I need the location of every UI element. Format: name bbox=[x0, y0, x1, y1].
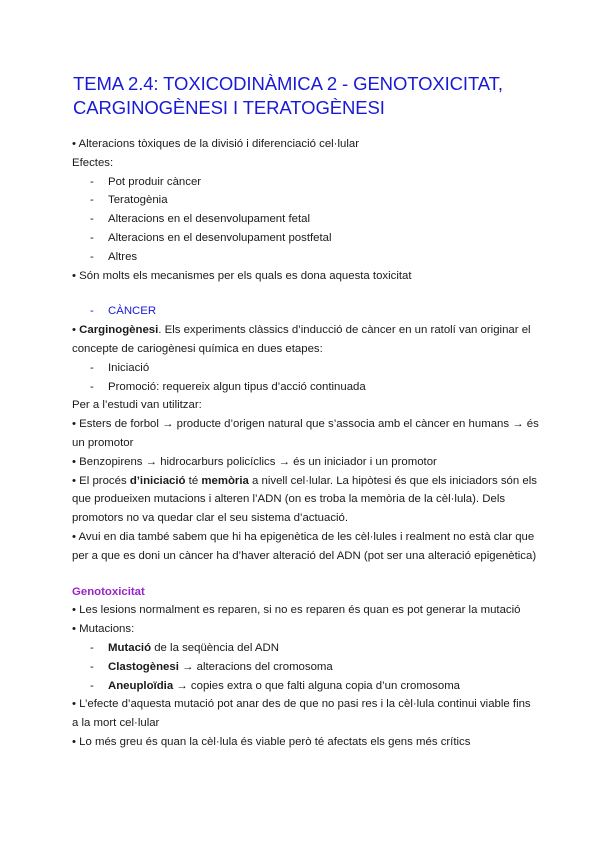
term-carginogenesi: Carginogènesi bbox=[79, 324, 159, 337]
list-item-text: Teratogènia bbox=[108, 194, 168, 207]
title-line-2: CARGINOGÈNESI I TERATOGÈNESI bbox=[73, 97, 385, 118]
list-item: - Mutació de la seqüència del ADN bbox=[90, 641, 279, 654]
term-mutacio: Mutació bbox=[108, 641, 152, 654]
term-aneuploidia: Aneuploïdia bbox=[108, 679, 174, 692]
list-item-text: Alteracions en el desenvolupament fetal bbox=[108, 213, 310, 226]
bullet-proces-line-3: promotors no va quedar clar el seu sistema d’actuació. bbox=[72, 512, 349, 525]
page-title bbox=[73, 72, 573, 120]
carginogenesi-line-2: concepte de cariogènesi química en dues etapes: bbox=[72, 342, 323, 355]
bullet-avui-line-2: per a que es doni un càncer ha d’haver alteració del ADN (pot ser una alteració epigenètica) bbox=[72, 549, 537, 562]
spacer bbox=[72, 566, 542, 583]
list-item: - Iniciació bbox=[90, 361, 150, 374]
bullet-efecte: • L’efecte d’aquesta mutació pot anar des de que no pasi res i la cèl·lula continui viable fins bbox=[72, 698, 531, 711]
list-item: - Teratogènia bbox=[90, 194, 168, 207]
list-item-text: Iniciació bbox=[108, 361, 150, 374]
mutacions-label: • Mutacions: bbox=[72, 623, 135, 636]
spacer bbox=[72, 285, 542, 302]
list-item: - Promoció: requereix algun tipus d’acció continuada bbox=[90, 380, 366, 393]
bullet-benzopirens: • Benzopirens → hidrocarburs policíclics → és un iniciador i un promotor bbox=[72, 455, 437, 468]
term-memoria: memòria bbox=[201, 474, 249, 487]
bullet-avui: • Avui en dia també sabem que hi ha epigenètica de les cèl·lules i realment no està clar que bbox=[72, 530, 535, 543]
bullet-greu: • Lo més greu és quan la cèl·lula és viable però té afectats els gens més crítics bbox=[72, 735, 471, 748]
bullet-lesions: • Les lesions normalment es reparen, si no es reparen és quan es pot generar la mutació bbox=[72, 604, 521, 617]
list-item-text: Alteracions en el desenvolupament postfetal bbox=[108, 231, 332, 244]
section-heading-cancer: - CÀNCER bbox=[90, 305, 157, 318]
term-clastogenesi: Clastogènesi bbox=[108, 660, 179, 673]
section-heading-text: CÀNCER bbox=[108, 305, 157, 318]
list-item: - Aneuploïdia → copies extra o que falti alguna copia d’un cromosoma bbox=[90, 679, 461, 692]
document-body bbox=[72, 135, 542, 752]
carginogenesi-paragraph: • Carginogènesi. Els experiments clàssics d’inducció de càncer en un ratolí van originar el bbox=[72, 324, 531, 337]
bullet-esters: • Esters de forbol → producte d’origen natural que s’associa amb el càncer en humans → és bbox=[72, 418, 539, 431]
term-iniciacio: d’iniciació bbox=[129, 474, 186, 487]
bullet-proces-line-2: que produeixen mutacions i alteren l’ADN (on es troba la memòria de la cèl·lula). Dels bbox=[72, 493, 506, 506]
bullet-proces: • El procés d’iniciació té memòria a nivell cel·lular. La hipòtesi és que els iniciadors són els bbox=[72, 474, 537, 487]
list-item: - Clastogènesi → alteracions del cromosoma bbox=[90, 660, 333, 673]
list-item: - Altres bbox=[90, 250, 138, 263]
list-item-text: Pot produir càncer bbox=[108, 175, 202, 188]
list-item-text: Promoció: requereix algun tipus d’acció continuada bbox=[108, 380, 366, 393]
list-item: - Pot produir càncer bbox=[90, 175, 202, 188]
bullet-mecanismes: • Són molts els mecanismes per els quals es dona aquesta toxicitat bbox=[72, 269, 412, 282]
bullet-alteracions: • Alteracions tòxiques de la divisió i diferenciació cel·lular bbox=[72, 138, 359, 150]
efectes-label: Efectes: bbox=[72, 156, 114, 169]
title-line-1: TEMA 2.4: TOXICODINÀMICA 2 - GENOTOXICITAT, bbox=[73, 73, 503, 94]
bullet-esters-line-2: un promotor bbox=[72, 436, 134, 449]
list-item: - Alteracions en el desenvolupament fetal bbox=[90, 213, 310, 226]
section-heading-genotoxicitat: Genotoxicitat bbox=[72, 585, 145, 598]
list-item-text: Altres bbox=[108, 250, 138, 263]
list-item: - Alteracions en el desenvolupament postfetal bbox=[90, 231, 332, 244]
bullet-efecte-line-2: a la mort cel·lular bbox=[72, 717, 160, 730]
study-label: Per a l’estudi van utilitzar: bbox=[72, 399, 202, 412]
